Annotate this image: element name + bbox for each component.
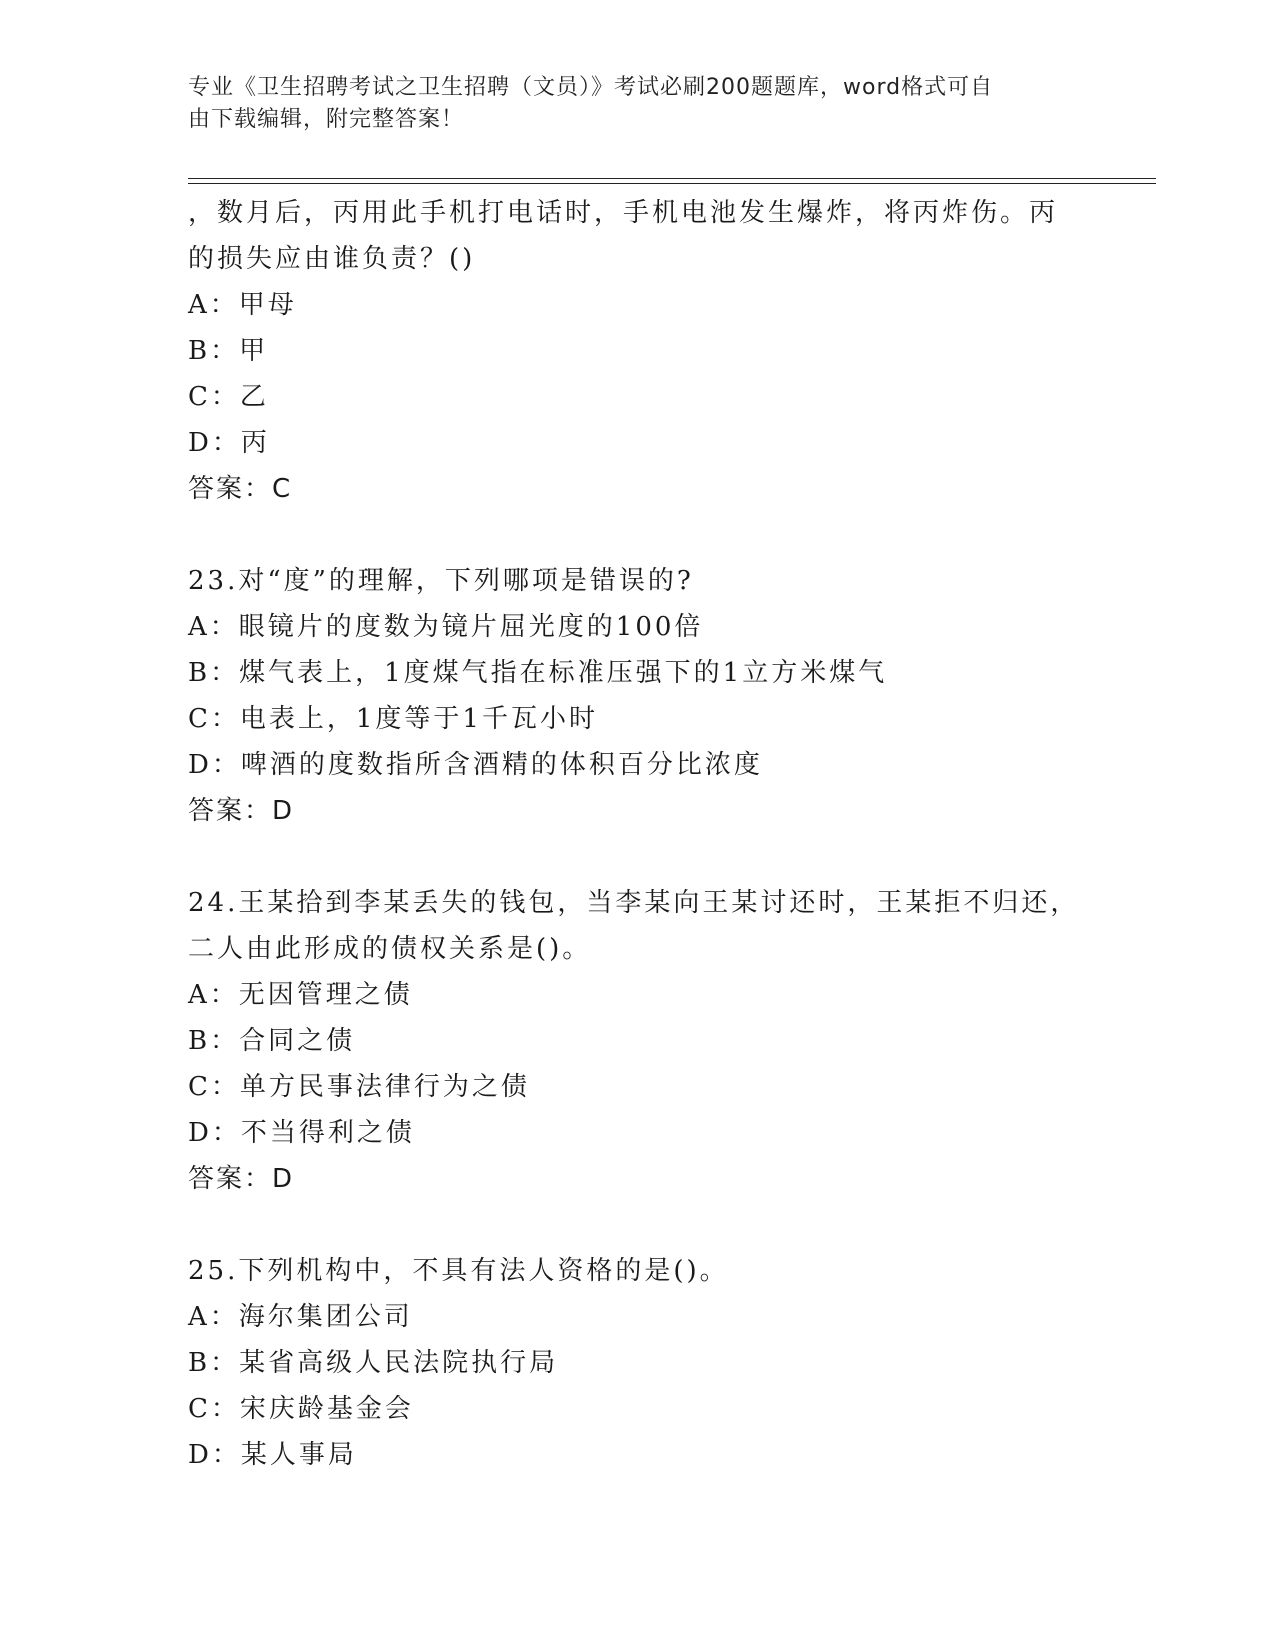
option-d: D：某人事局 xyxy=(188,1440,357,1470)
option-b: B：煤气表上，1度煤气指在标准压强下的1立方米煤气 xyxy=(188,658,888,688)
question-text: 24.王某拾到李某丢失的钱包，当李某向王某讨还时，王某拒不归还， xyxy=(188,888,1080,918)
question-list xyxy=(188,190,1088,1478)
spacer xyxy=(188,1202,1088,1248)
answer: 答案：C xyxy=(188,474,293,504)
question-23 xyxy=(188,558,1088,834)
option-d: D：啤酒的度数指所含酒精的体积百分比浓度 xyxy=(188,750,763,780)
option-b: B：某省高级人民法院执行局 xyxy=(188,1348,559,1378)
option-c: C：电表上，1度等于1千瓦小时 xyxy=(188,704,598,734)
option-a: A：无因管理之债 xyxy=(188,980,413,1010)
question-text: 二人由此形成的债权关系是()。 xyxy=(188,934,592,964)
spacer xyxy=(188,512,1088,558)
question-24 xyxy=(188,880,1088,1202)
option-a: A：眼镜片的度数为镜片屈光度的100倍 xyxy=(188,612,704,642)
document-header xyxy=(188,72,1088,136)
option-c: C：乙 xyxy=(188,382,269,412)
header-divider-bottom xyxy=(188,183,1156,184)
question-25 xyxy=(188,1248,1088,1478)
question-text: ，数月后，丙用此手机打电话时，手机电池发生爆炸，将丙炸伤。丙 xyxy=(188,198,1059,228)
question-text: 25.下列机构中，不具有法人资格的是()。 xyxy=(188,1256,729,1286)
header-line-2: 由下载编辑，附完整答案！ xyxy=(188,107,465,132)
option-b: B：合同之债 xyxy=(188,1026,356,1056)
option-c: C：宋庆龄基金会 xyxy=(188,1394,414,1424)
header-divider-top xyxy=(188,178,1156,179)
option-a: A：甲母 xyxy=(188,290,297,320)
question-22 xyxy=(188,190,1088,512)
question-text: 的损失应由谁负责？() xyxy=(188,244,476,274)
option-b: B：甲 xyxy=(188,336,269,366)
option-a: A：海尔集团公司 xyxy=(188,1302,413,1332)
spacer xyxy=(188,834,1088,880)
answer: 答案：D xyxy=(188,1164,295,1194)
question-text: 23.对“度”的理解，下列哪项是错误的? xyxy=(188,566,694,596)
header-line-1: 专业《卫生招聘考试之卫生招聘（文员）》考试必刷200题题库，word格式可自 xyxy=(188,75,994,100)
option-c: C：单方民事法律行为之债 xyxy=(188,1072,530,1102)
option-d: D：不当得利之债 xyxy=(188,1118,415,1148)
option-d: D：丙 xyxy=(188,428,270,458)
answer: 答案：D xyxy=(188,796,295,826)
